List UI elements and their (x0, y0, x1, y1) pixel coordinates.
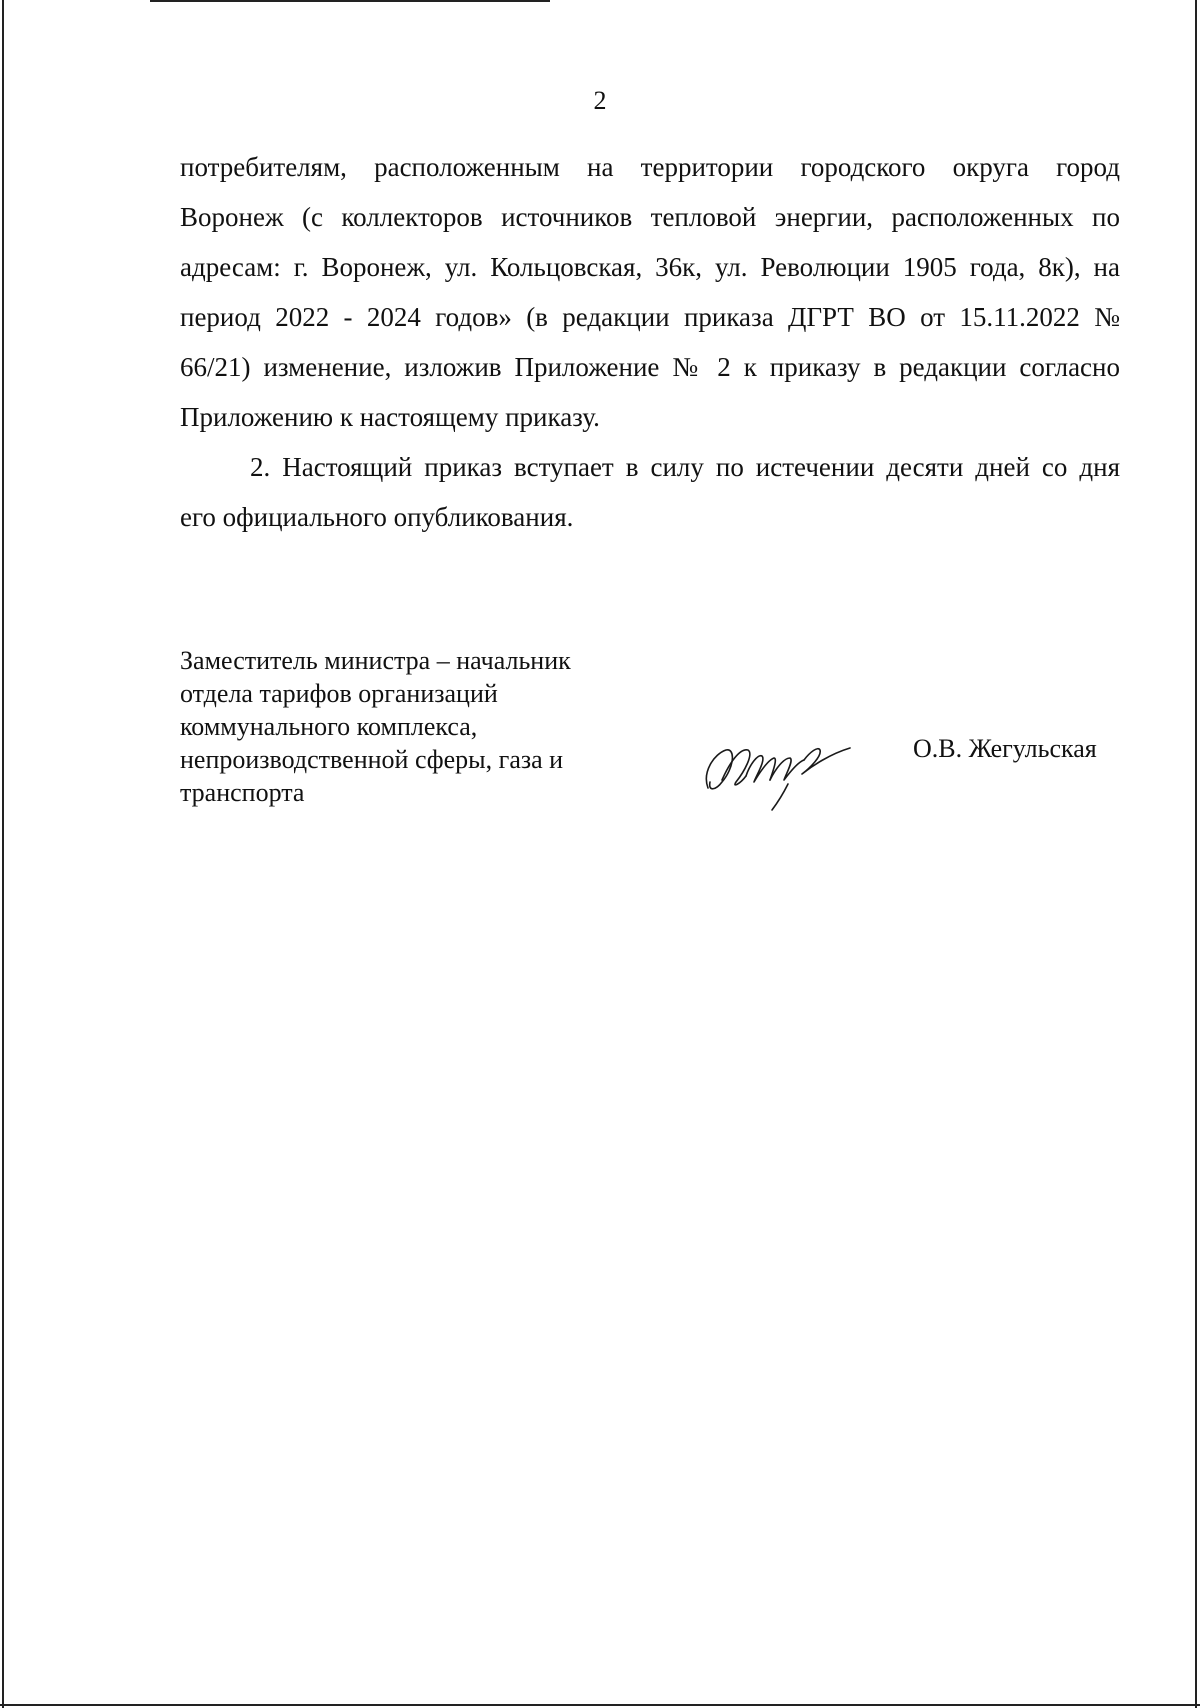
scan-edge-left (2, 0, 4, 1708)
scan-edge-top (150, 0, 550, 2)
signer-title-line: непроизводственной сферы, газа и (180, 745, 564, 774)
body-line: адресам: г. Воронеж, ул. Кольцовская, 36к, ул. Революции 1905 года, 8к), на (180, 252, 1120, 282)
body-line: 2. Настоящий приказ вступает в силу по истечении десяти дней со дня (250, 452, 1120, 482)
signer-title-line: отдела тарифов организаций (180, 679, 498, 708)
signature-block (180, 644, 1120, 809)
signer-title-line: Заместитель министра – начальник (180, 646, 571, 675)
signer-title (180, 644, 1120, 809)
signer-title-line: транспорта (180, 778, 305, 807)
body-line: его официального опубликования. (180, 502, 574, 532)
body-line: потребителям, расположенным на территории городского округа город (180, 152, 1120, 182)
signer-title-line: коммунального комплекса, (180, 712, 478, 741)
body-line: Приложению к настоящему приказу. (180, 402, 600, 432)
body-line: Воронеж (с коллекторов источников тепловой энергии, расположенных по (180, 202, 1120, 232)
handwritten-signature (700, 732, 860, 812)
page-number: 2 (593, 86, 607, 115)
body-line: 66/21) изменение, изложив Приложение № 2 к приказу в редакции согласно (180, 352, 1120, 382)
signer-name: О.В. Жегульская (913, 734, 1097, 763)
scan-edge-bottom (0, 1704, 1200, 1706)
body-line: период 2022 - 2024 годов» (в редакции приказа ДГРТ ВО от 15.11.2022 № (180, 302, 1120, 332)
scan-edge-right (1195, 0, 1197, 1708)
order-body-text (180, 142, 1120, 542)
